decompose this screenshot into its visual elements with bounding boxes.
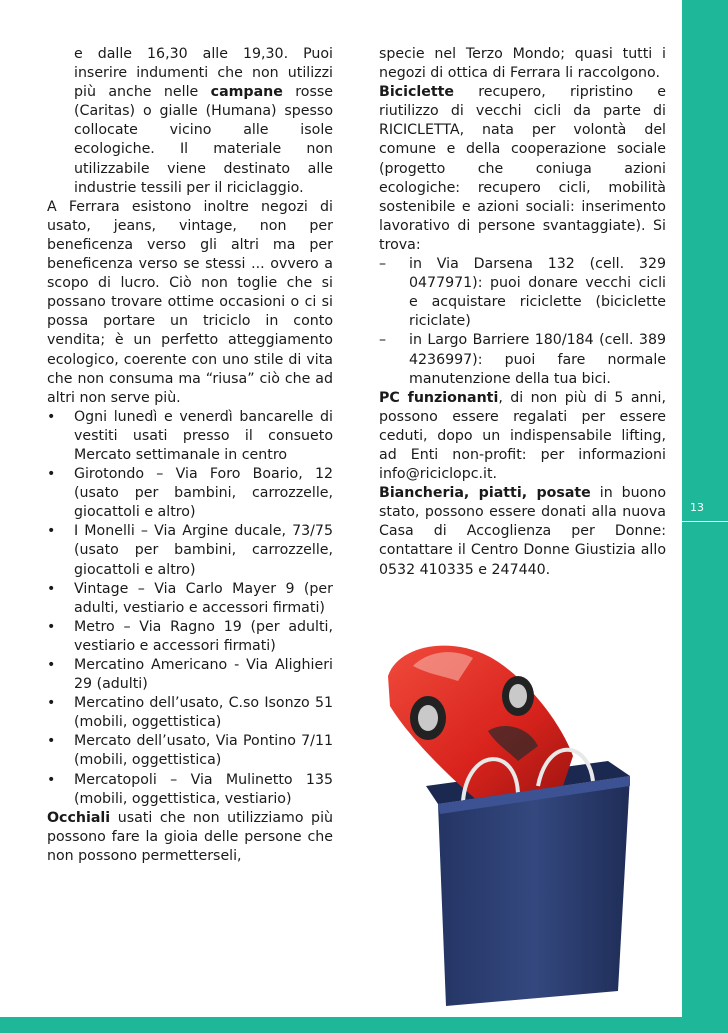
bicycles-paragraph xyxy=(379,83,666,255)
pc-text: , di non più di 5 anni, possono essere regalati per essere ceduti, dopo un indispensabile lifting, ad Enti non-profit: per informazioni info@riciclopc.it. xyxy=(379,389,666,483)
list-item-text: in Largo Barriere 180/184 (cell. 389 4236997): puoi fare normale manutenzione della tua bici. xyxy=(409,332,666,387)
clothing-collection-paragraph xyxy=(47,45,333,198)
bullet-marker: • xyxy=(47,523,56,540)
glasses-paragraph xyxy=(47,809,333,866)
bag-front xyxy=(438,776,630,1006)
biancheria-text: in buono stato, possono essere donati alla nuova Casa di Accoglienza per Donne: contattare il Centro Donne Giustizia allo 0532 410335 e 247440. xyxy=(379,485,667,578)
bullet-marker: • xyxy=(47,657,56,673)
dash-marker: – xyxy=(379,256,387,273)
linens-paragraph xyxy=(379,484,666,579)
bicycle-locations-list xyxy=(379,255,666,389)
left-column xyxy=(47,45,333,866)
car-in-bag-illustration xyxy=(368,636,668,1011)
occhiali-term: Occhiali xyxy=(47,809,111,826)
list-item xyxy=(47,580,333,618)
list-item-text: Ogni lunedì e venerdì bancarelle di vestiti usati presso il consueto Mercato settimanale in centro xyxy=(74,408,333,463)
list-item xyxy=(47,522,333,579)
list-item xyxy=(47,618,333,656)
car-rim xyxy=(418,705,438,731)
list-item-text: Vintage – Via Carlo Mayer 9 (per adulti, vestiario e accessori firmati) xyxy=(74,580,333,616)
list-item-text: I Monelli – Via Argine ducale, 73/75 (usato per bambini, carrozzelle, giocattoli e altro) xyxy=(74,523,333,578)
list-item-text: Metro – Via Ragno 19 (per adulti, vestiario e accessori firmati) xyxy=(74,618,333,654)
dash-marker: – xyxy=(379,332,387,349)
pc-paragraph xyxy=(379,389,666,484)
list-item xyxy=(47,656,333,694)
campane-term: campane xyxy=(210,84,283,101)
list-item-text: Mercato dell’usato, Via Pontino 7/11 (mobili, oggettistica) xyxy=(74,733,333,769)
accent-sidebar xyxy=(682,0,728,1033)
glasses-continuation: specie nel Terzo Mondo; quasi tutti i negozi di ottica di Ferrara li raccolgono. xyxy=(379,46,666,82)
list-item xyxy=(379,255,666,331)
intro-rest-text: rosse (Caritas) o gialle (Humana) spesso collocate vicino alle isole ecologiche. Il materiale non utilizzabile viene destinato alle industrie tessili per il riciclaggio. xyxy=(74,84,333,196)
biciclette-term: Biciclette xyxy=(379,84,455,101)
bullet-marker: • xyxy=(47,695,56,712)
bullet-marker: • xyxy=(47,618,56,635)
intro-text: e dalle 16,30 alle 19,30. Puoi inserire indumenti che non utilizzi più anche nelle xyxy=(74,46,333,101)
biancheria-term: Biancheria, piatti, posate xyxy=(379,485,591,502)
right-column xyxy=(379,45,666,580)
list-item xyxy=(47,732,333,770)
list-item xyxy=(47,408,333,465)
page-number-rule xyxy=(682,521,728,522)
bullet-marker: • xyxy=(47,466,56,483)
bullet-marker: • xyxy=(47,408,56,425)
car-rim xyxy=(509,684,527,708)
biciclette-text: recupero, ripristino e riutilizzo di vecchi cicli da parte di RICICLETTA, nata per volontà del comune e della cooperazione sociale (progetto che coniuga azioni ecologiche: recupero cicli, mobilità sostenibile e azioni sociali: inserimento lavorativo di persone svantaggiate). Si trova: xyxy=(379,84,666,253)
list-item xyxy=(379,331,666,388)
pc-term: PC funzionanti xyxy=(379,389,499,406)
list-item xyxy=(47,771,333,809)
toy-car xyxy=(388,646,573,801)
accent-bottom-bar xyxy=(0,1017,728,1033)
list-item xyxy=(47,465,333,522)
list-item-text: Mercatino dell’usato, C.so Isonzo 51 (mobili, oggettistica) xyxy=(74,695,333,731)
page-number: 13 xyxy=(690,501,704,514)
shop-list xyxy=(47,408,333,809)
list-item xyxy=(47,694,333,732)
second-hand-shops-paragraph: A Ferrara esistono inoltre negozi di usato, jeans, vintage, non per beneficenza verso gli altri ma per beneficenza verso se stessi ... ovvero a scopo di lucro. Ciò non toglie che si possano trovare ottime occasioni o ci si possa portare un triciclo in conto vendita; è un perfetto atteggiamento ecologico, coerente con uno stile di vita che non consuma ma “riusa” ciò che ad altri non serve più. xyxy=(47,198,333,406)
list-item-text: Mercatopoli – Via Mulinetto 135 (mobili, oggettistica, vestiario) xyxy=(74,771,333,807)
bullet-marker: • xyxy=(47,733,56,750)
bullet-marker: • xyxy=(47,580,56,597)
bullet-marker: • xyxy=(47,771,56,788)
occhiali-text: usati che non utilizziamo più possono fare la gioia delle persone che non possono permetterseli, xyxy=(47,809,333,864)
list-item-text: Mercatino Americano - Via Alighieri 29 (adulti) xyxy=(74,657,333,693)
list-item-text: in Via Darsena 132 (cell. 329 0477971): puoi donare vecchi cicli e acquistare riciclette (biciclette riciclate) xyxy=(409,256,666,330)
list-item-text: Girotondo – Via Foro Boario, 12 (usato per bambini, carrozzelle, giocattoli e altro) xyxy=(74,466,333,521)
